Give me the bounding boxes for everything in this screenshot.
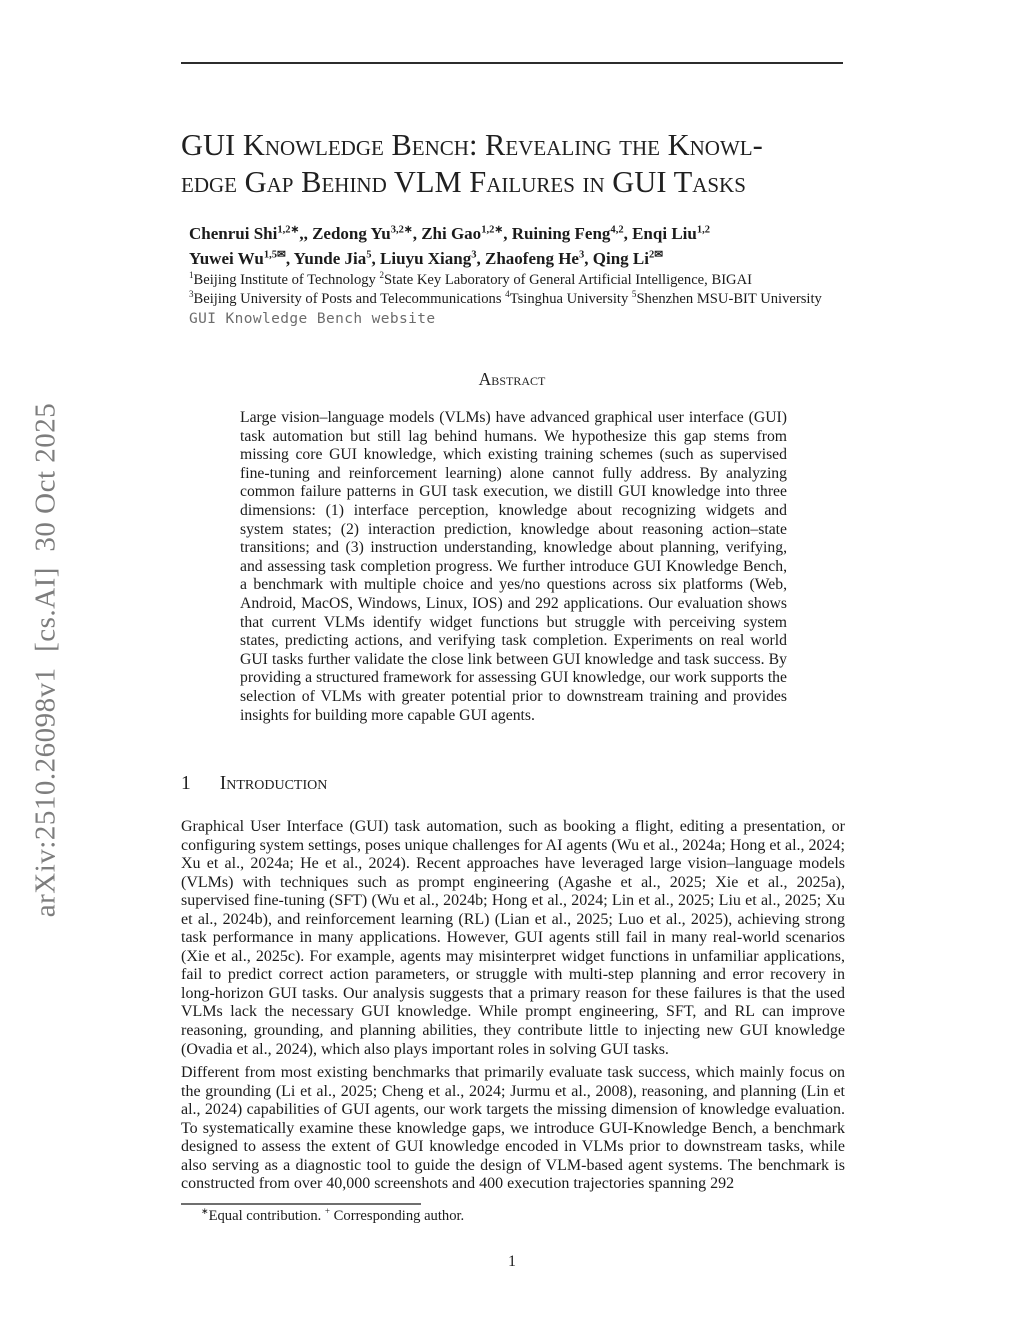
introduction-paragraph-2: Different from most existing benchmarks that primarily evaluate task success, which mainly focus on the grounding (Li et al., 2025; Cheng et al., 2024; Jurmu et al., 2008), reasoning, and planning (Lin et al., 2024) capabilities of GUI agents, our work targets the missing dimension of knowledge evaluation. To systematically examine these knowledge gaps, we introduce GUI-Knowledge Bench, a benchmark designed to assess the extent of GUI knowledge encoded in VLMs prior to downstream tasks, while also serving as a diagnostic tool to guide the design of VLM-based agent systems. The benchmark is constructed from over 40,000 screenshots and 400 execution trajectories spanning 292 — [181, 1064, 845, 1193]
author-block — [189, 222, 851, 329]
top-rule — [181, 62, 843, 64]
section-number: 1 — [181, 773, 191, 794]
paper-title-line2: edge Gap Behind VLM Failures in GUI Tasks — [181, 165, 746, 199]
page-number: 1 — [508, 1253, 516, 1270]
introduction-paragraph-1: Graphical User Interface (GUI) task automation, such as booking a flight, editing a presentation, or configuring system settings, poses unique challenges for AI agents (Wu et al., 2024a; Hong et al., 2024; Xu et al., 2024a; He et al., 2024). Recent approaches have leveraged large vision–language models (VLMs) with techniques such as prompt engineering (Agashe et al., 2025; Xie et al., 2025a), supervised fine-tuning (SFT) (Wu et al., 2024b; Hong et al., 2024; Lin et al., 2025; Liu et al., 2025; Xu et al., 2024b), and reinforcement learning (RL) (Lian et al., 2025; Luo et al., 2025), achieving strong task performance in many applications. However, GUI agents still fail in many real-world scenarios (Xie et al., 2025c). For example, agents may misinterpret widget functions in unfamiliar applications, fail to predict correct action parameters, or struggle with multi-step planning and error recovery in long-horizon GUI tasks. Our analysis suggests that a primary reason for these failures is that the used VLMs lack the necessary GUI knowledge. While prompt engineering, SFT, and RL can improve reasoning, grounding, and planning abilities, they contribute little to injecting new GUI knowledge (Ovadia et al., 2024), which also plays important roles in solving GUI tasks. — [181, 818, 845, 1058]
arxiv-watermark: arXiv:2510.26098v1 [cs.AI] 30 Oct 2025 — [29, 402, 62, 918]
footnote: ∗Equal contribution. + Corresponding author. — [201, 1206, 465, 1224]
authors-line1: Chenrui Shi$^{1,2∗}$,, Zedong $Yu^{3,2∗}$, Zhi Gao$^{1,2∗}$, Ruining Feng$^{4,2}$, Enqi Liu$^{1,2}$ — [189, 224, 711, 243]
section-title: Introduction — [219, 773, 328, 794]
paper-title — [181, 127, 881, 201]
section-heading-introduction — [181, 773, 327, 795]
abstract-body: Large vision–language models (VLMs) have advanced graphical user interface (GUI) task automation but still lag behind humans. We hypothesize this gap stems from missing core GUI knowledge, which existing training schemes (such as supervised fine-tuning and reinforcement learning) alone cannot fully address. By analyzing common failure patterns in GUI task execution, we distill GUI knowledge into three dimensions: (1) interface perception, knowledge about recognizing widgets and system states; (2) interaction prediction, knowledge about reasoning action–state transitions; and (3) instruction understanding, knowledge about planning, verifying, and assessing task completion progress. We further introduce GUI Knowledge Bench, a benchmark with multiple choice and yes/no questions across six platforms (Web, Android, MacOS, Windows, Linux, IOS) and 292 applications. Our evaluation shows that current VLMs identify widget functions but struggle with perceiving system states, predicting actions, and verifying task completion. Experiments on real world GUI tasks further validate the close link between GUI knowledge and task success. By providing a structured framework for assessing GUI knowledge, our work supports the selection of VLMs with greater potential prior to downstream training and provides insights for building more capable GUI agents. — [240, 409, 787, 724]
paper-title-line1: GUI Knowledge Bench: Revealing the Knowl- — [181, 128, 763, 162]
authors-line2: Yuwei $Wu^{1,5✉}$, Yunde Jia$^5$, Liuyu Xiang$^3$, Zhaofeng He$^3$, Qing $Li^{2✉}$ — [189, 248, 664, 268]
abstract-heading: Abstract — [478, 369, 546, 389]
footnote-rule — [181, 1203, 421, 1205]
affiliations-line1: $^1$Beijing Institute of Technology $^2$State Key Laboratory of General Artificial Intelligence, BIGAI — [189, 270, 752, 288]
project-website-link[interactable]: GUI Knowledge Bench website — [189, 311, 436, 328]
affiliations-line2: $^3$Beijing University of Posts and Telecommunications $^4$Tsinghua University $^5$Shenzhen MSU-BIT University — [189, 288, 822, 307]
